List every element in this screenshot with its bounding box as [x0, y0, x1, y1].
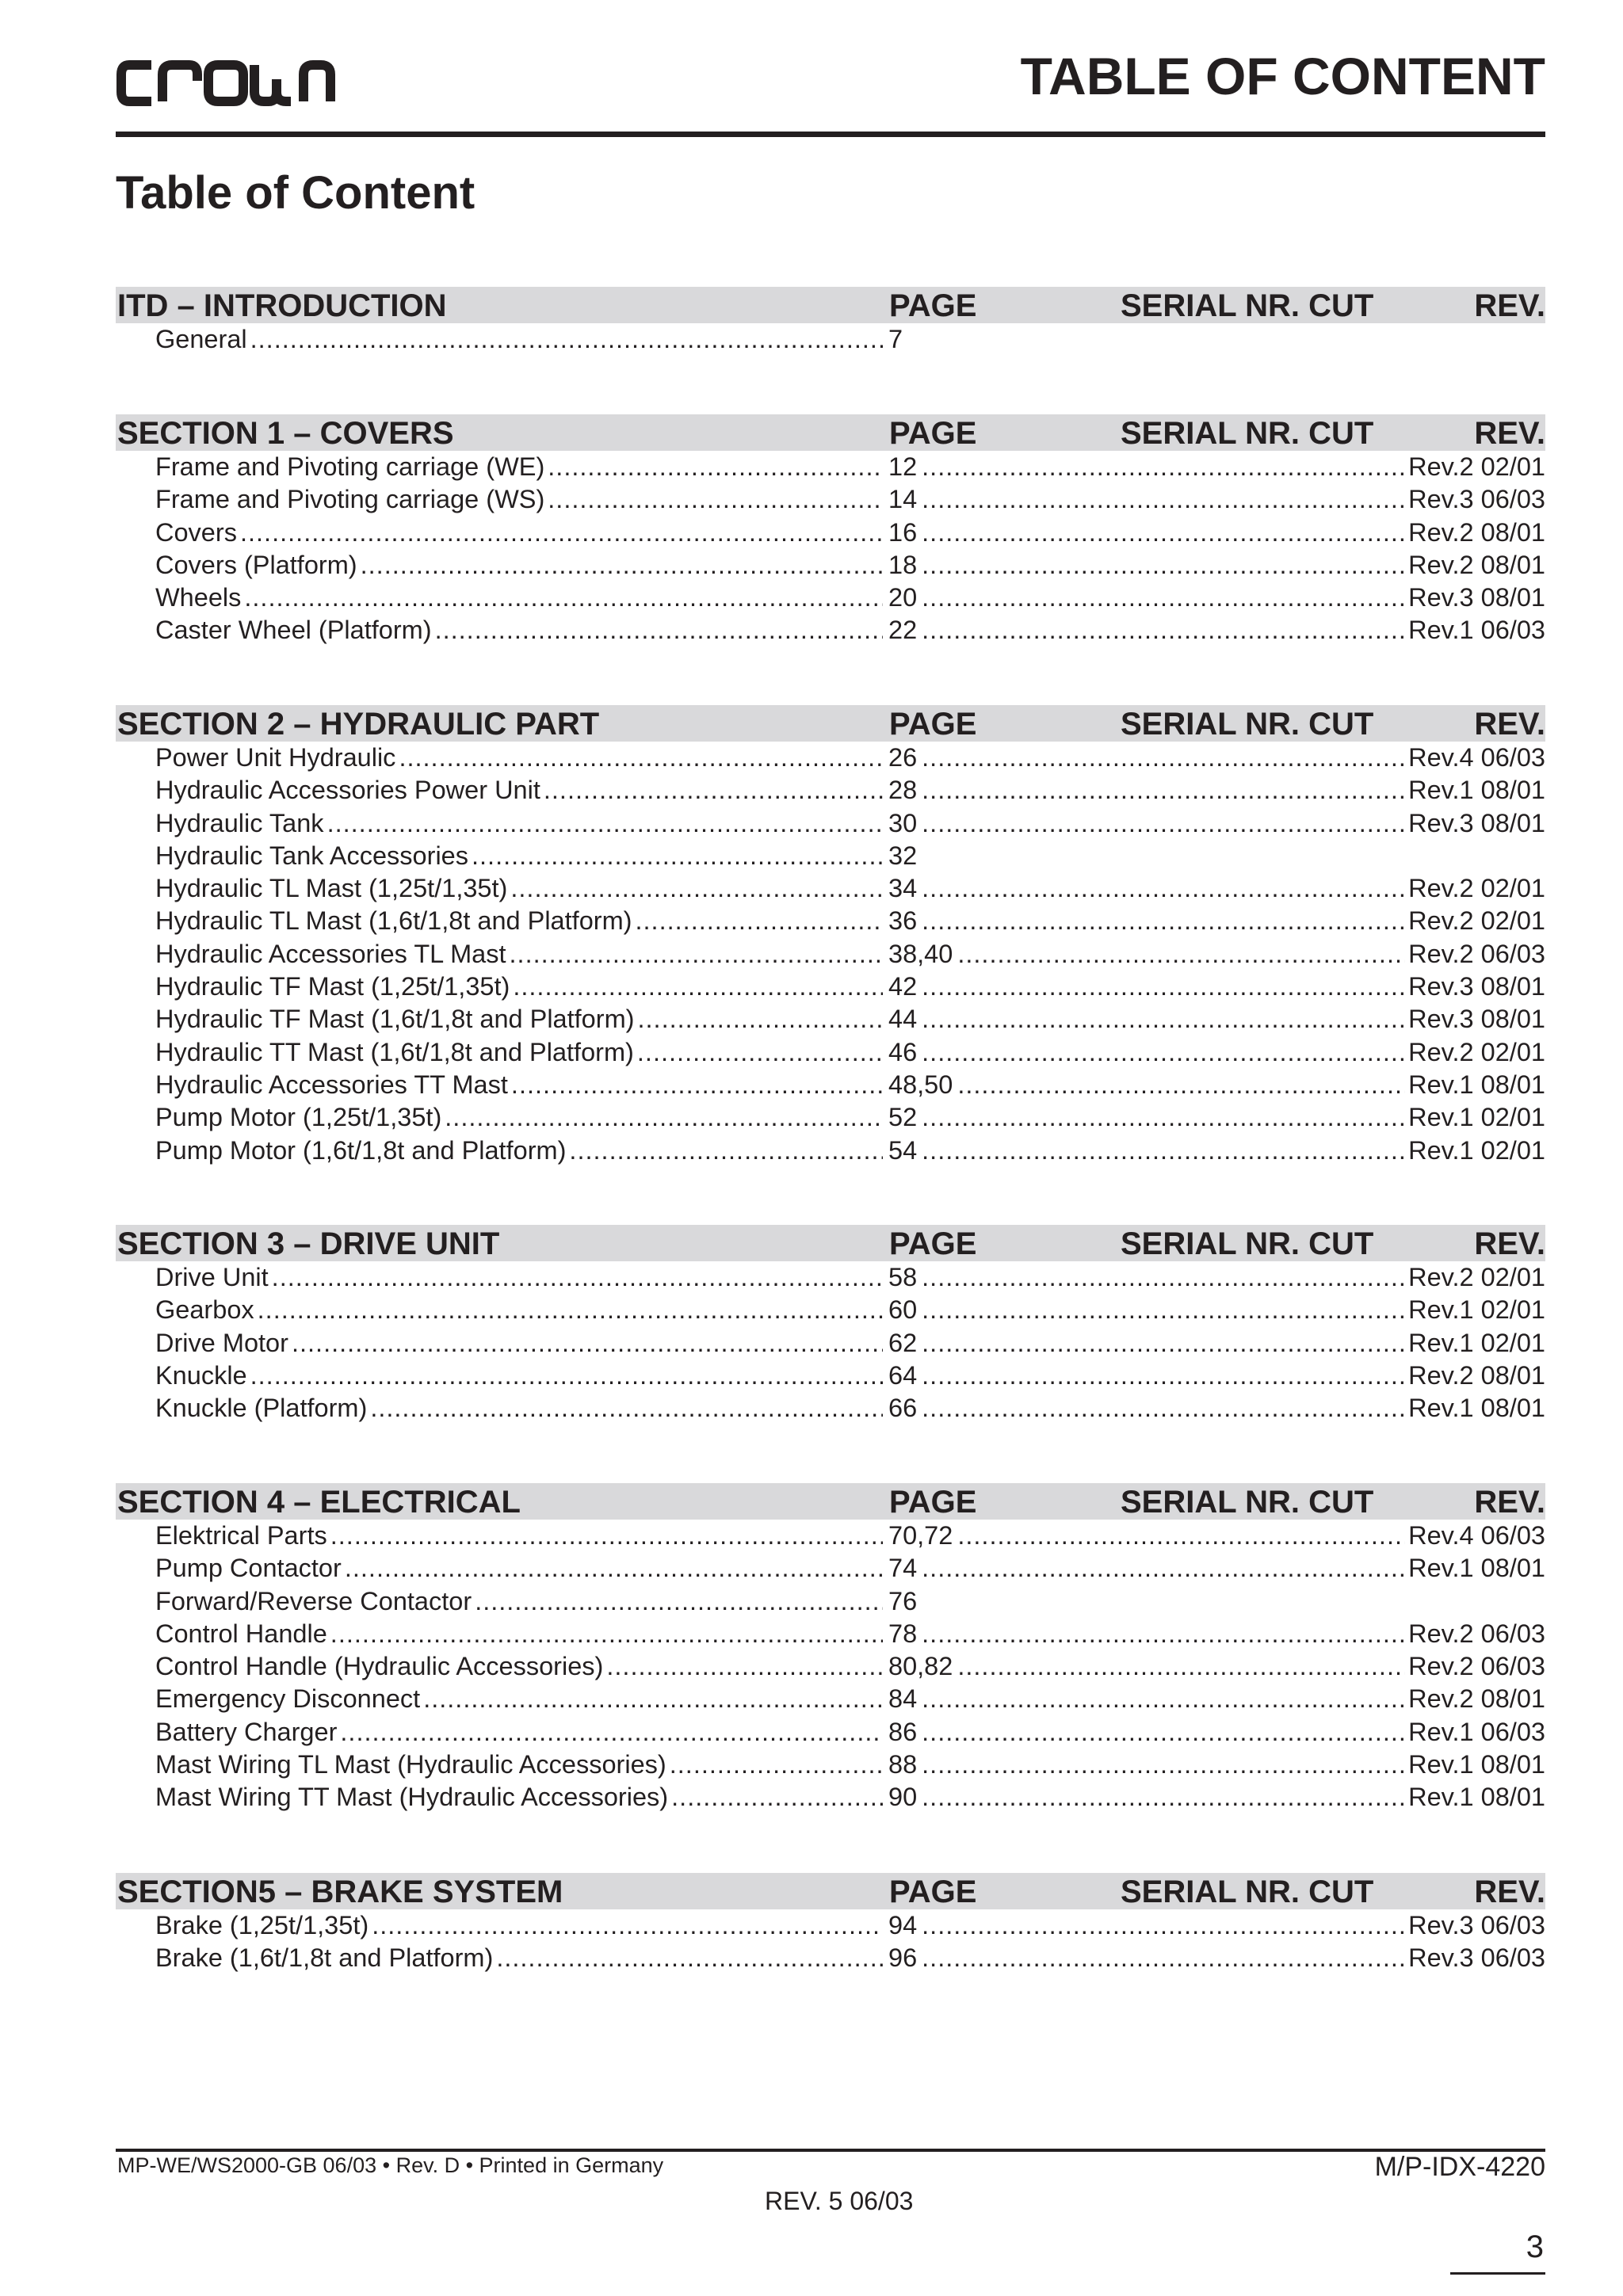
dot-leader: [250, 1360, 883, 1392]
dot-leader: [258, 1294, 883, 1326]
dot-leader: [922, 1101, 1405, 1134]
column-rev-label: REV.: [1474, 1485, 1545, 1520]
page-number: 3: [1526, 2229, 1544, 2264]
section-title: SECTION5 – BRAKE SYSTEM: [117, 1875, 563, 1909]
entry-revision: Rev.1 08/01: [1408, 1783, 1545, 1812]
section-header: [116, 287, 1545, 323]
dot-leader: [922, 1781, 1405, 1814]
entry-page-number: 78: [888, 1619, 918, 1648]
entry-title: Knuckle: [155, 1360, 247, 1390]
section-title: SECTION 4 – ELECTRICAL: [117, 1485, 521, 1520]
entry-page-number: 20: [888, 583, 918, 612]
toc-entry[interactable]: [116, 483, 1545, 516]
dot-leader: [475, 1585, 883, 1618]
entry-title: Frame and Pivoting carriage (WS): [155, 485, 545, 514]
dot-leader: [922, 872, 1405, 905]
entry-revision: Rev.3 08/01: [1408, 972, 1545, 1001]
entry-page-number: 88: [888, 1750, 918, 1779]
toc-entry[interactable]: [116, 1552, 1545, 1585]
dot-leader: [510, 938, 883, 971]
entry-revision: Rev.2 06/03: [1408, 1652, 1545, 1681]
dot-leader: [922, 1135, 1405, 1167]
page-title: Table of Content: [116, 167, 475, 219]
section-header: [116, 1873, 1545, 1909]
entry-revision: Rev.2 02/01: [1408, 452, 1545, 481]
entry-page-number: 60: [888, 1295, 918, 1325]
dot-leader: [606, 1650, 883, 1683]
entry-revision: Rev.2 02/01: [1408, 1263, 1545, 1291]
entry-title: Mast Wiring TT Mast (Hydraulic Accessories): [155, 1783, 669, 1812]
entry-page-number: 32: [888, 841, 918, 870]
toc-entry[interactable]: [116, 938, 1545, 971]
entry-title: Mast Wiring TL Mast (Hydraulic Accessories): [155, 1750, 666, 1779]
entry-title: Knuckle (Platform): [155, 1394, 368, 1423]
entry-title: Pump Motor (1,25t/1,35t): [155, 1103, 442, 1132]
dot-leader: [250, 323, 883, 356]
entry-title: Hydraulic TF Mast (1,6t/1,8t and Platform): [155, 1005, 635, 1034]
toc-entry[interactable]: [116, 614, 1545, 646]
dot-leader: [637, 1036, 883, 1069]
entry-page-number: 16: [888, 517, 918, 547]
dot-leader: [511, 1069, 883, 1101]
entry-page-number: 34: [888, 874, 918, 903]
dot-leader: [292, 1327, 883, 1360]
toc-entry[interactable]: [116, 1520, 1545, 1552]
toc-entry[interactable]: [116, 1261, 1545, 1294]
entry-revision: Rev.1 08/01: [1408, 1070, 1545, 1099]
entry-title: Elektrical Parts: [155, 1521, 327, 1550]
entry-title: Caster Wheel (Platform): [155, 616, 432, 645]
entry-title: Control Handle: [155, 1619, 327, 1648]
dot-leader: [922, 451, 1405, 483]
section-title: ITD – INTRODUCTION: [117, 288, 447, 323]
toc-entry[interactable]: [116, 807, 1545, 840]
entry-revision: Rev.1 02/01: [1408, 1103, 1545, 1132]
dot-leader: [330, 1618, 883, 1650]
toc-entry[interactable]: [116, 1585, 1545, 1618]
entry-revision: Rev.2 02/01: [1408, 906, 1545, 936]
dot-leader: [922, 1749, 1405, 1781]
dot-leader: [361, 549, 883, 582]
dot-leader: [272, 1261, 883, 1294]
dot-leader: [922, 1392, 1405, 1425]
header-divider: [116, 132, 1545, 137]
crown-logo: [115, 57, 337, 109]
footer-divider: [116, 2149, 1545, 2152]
dot-leader: [472, 840, 883, 872]
entry-page-number: 42: [888, 972, 918, 1001]
entry-title: Covers: [155, 517, 237, 547]
toc-entry[interactable]: [116, 549, 1545, 582]
entry-page-number: 64: [888, 1360, 918, 1390]
column-rev-label: REV.: [1474, 416, 1545, 451]
toc-entry[interactable]: [116, 971, 1545, 1003]
entry-title: Hydraulic TL Mast (1,6t/1,8t and Platform): [155, 906, 632, 936]
dot-leader: [372, 1909, 883, 1942]
entry-revision: Rev.2 06/03: [1408, 939, 1545, 968]
entry-page-number: 22: [888, 616, 918, 645]
dot-leader: [423, 1683, 883, 1715]
entry-revision: Rev.1 02/01: [1408, 1295, 1545, 1325]
toc-entry[interactable]: [116, 323, 1545, 356]
dot-leader: [922, 483, 1405, 516]
entry-page-number: 28: [888, 776, 918, 805]
entry-revision: Rev.3 06/03: [1408, 1943, 1545, 1973]
entry-revision: Rev.2 02/01: [1408, 874, 1545, 903]
toc-entry[interactable]: [116, 774, 1545, 807]
dot-leader: [330, 1520, 883, 1552]
entry-revision: Rev.2 06/03: [1408, 1619, 1545, 1648]
section-header: [116, 1483, 1545, 1520]
entry-page-number: 26: [888, 743, 918, 772]
entry-page-number: 7: [888, 325, 903, 353]
entry-revision: Rev.3 06/03: [1408, 485, 1545, 514]
dot-leader: [957, 1520, 1405, 1552]
entry-page-number: 54: [888, 1135, 918, 1165]
toc-entry[interactable]: [116, 1683, 1545, 1715]
entry-page-number: 80,82: [888, 1652, 953, 1681]
toc-entry[interactable]: [116, 1101, 1545, 1134]
toc-entry[interactable]: [116, 1294, 1545, 1326]
entry-revision: Rev.2 08/01: [1408, 550, 1545, 579]
column-page-label: PAGE: [889, 1875, 977, 1909]
column-page-label: PAGE: [889, 1485, 977, 1520]
dot-leader: [957, 1069, 1405, 1101]
toc-section: [116, 414, 1545, 647]
section-title: SECTION 1 – COVERS: [117, 416, 454, 451]
entry-page-number: 18: [888, 550, 918, 579]
toc-entry[interactable]: [116, 1327, 1545, 1360]
dot-leader: [240, 517, 883, 549]
column-serial-label: SERIAL NR. CUT: [1121, 416, 1374, 451]
entry-revision: Rev.3 06/03: [1408, 1911, 1545, 1939]
entry-revision: Rev.1 08/01: [1408, 1394, 1545, 1423]
entry-page-number: 46: [888, 1037, 918, 1066]
dot-leader: [922, 1683, 1405, 1715]
dot-leader: [922, 971, 1405, 1003]
entry-page-number: 90: [888, 1783, 918, 1812]
dot-leader: [510, 872, 883, 905]
toc-section: [116, 705, 1545, 1167]
entry-page-number: 58: [888, 1263, 918, 1291]
entry-revision: Rev.2 02/01: [1408, 1037, 1545, 1066]
section-header: [116, 414, 1545, 451]
entry-title: Brake (1,6t/1,8t and Platform): [155, 1943, 494, 1973]
dot-leader: [670, 1749, 883, 1781]
entry-page-number: 36: [888, 906, 918, 936]
dot-leader: [922, 1036, 1405, 1069]
entry-page-number: 44: [888, 1005, 918, 1034]
toc-entry[interactable]: [116, 451, 1545, 483]
column-rev-label: REV.: [1474, 1226, 1545, 1261]
entry-revision: Rev.1 08/01: [1408, 776, 1545, 805]
entry-revision: Rev.2 08/01: [1408, 1360, 1545, 1390]
column-serial-label: SERIAL NR. CUT: [1121, 707, 1374, 742]
dot-leader: [922, 1261, 1405, 1294]
entry-title: Hydraulic Accessories TL Mast: [155, 939, 506, 968]
toc-entry[interactable]: [116, 1942, 1545, 1974]
dot-leader: [922, 774, 1405, 807]
column-page-label: PAGE: [889, 288, 977, 323]
entry-page-number: 76: [888, 1586, 918, 1615]
column-page-label: PAGE: [889, 707, 977, 742]
entry-revision: Rev.2 08/01: [1408, 517, 1545, 547]
entry-page-number: 96: [888, 1943, 918, 1973]
column-serial-label: SERIAL NR. CUT: [1121, 1875, 1374, 1909]
dot-leader: [922, 582, 1405, 614]
dot-leader: [922, 1909, 1405, 1942]
toc-entry[interactable]: [116, 517, 1545, 549]
entry-revision: Rev.3 08/01: [1408, 1005, 1545, 1034]
entry-title: Control Handle (Hydraulic Accessories): [155, 1652, 604, 1681]
entry-title: Pump Contactor: [155, 1554, 342, 1583]
entry-title: General: [155, 325, 247, 353]
toc-entry[interactable]: [116, 1909, 1545, 1942]
entry-title: Emergency Disconnect: [155, 1684, 421, 1714]
dot-leader: [922, 1360, 1405, 1392]
dot-leader: [548, 451, 883, 483]
entry-title: Hydraulic TT Mast (1,6t/1,8t and Platform): [155, 1037, 634, 1066]
entry-title: Wheels: [155, 583, 242, 612]
entry-page-number: 94: [888, 1911, 918, 1939]
column-rev-label: REV.: [1474, 707, 1545, 742]
header-title: TABLE OF CONTENT: [1020, 47, 1545, 105]
column-serial-label: SERIAL NR. CUT: [1121, 288, 1374, 323]
dot-leader: [548, 483, 883, 516]
entry-revision: Rev.4 06/03: [1408, 1521, 1545, 1550]
entry-page-number: 62: [888, 1328, 918, 1357]
toc-section: [116, 1225, 1545, 1425]
entry-revision: Rev.1 08/01: [1408, 1554, 1545, 1583]
dot-leader: [370, 1392, 883, 1425]
section-title: SECTION 2 – HYDRAULIC PART: [117, 707, 600, 742]
column-page-label: PAGE: [889, 1226, 977, 1261]
entry-revision: Rev.1 02/01: [1408, 1135, 1545, 1165]
entry-title: Hydraulic Accessories Power Unit: [155, 776, 540, 805]
dot-leader: [957, 938, 1405, 971]
dot-leader: [435, 614, 883, 646]
entry-page-number: 70,72: [888, 1521, 953, 1550]
toc-entry[interactable]: [116, 1003, 1545, 1035]
entry-title: Frame and Pivoting carriage (WE): [155, 452, 545, 481]
entry-title: Gearbox: [155, 1295, 254, 1325]
dot-leader: [922, 1294, 1405, 1326]
entry-revision: Rev.1 06/03: [1408, 1717, 1545, 1746]
toc-section: [116, 287, 1545, 356]
entry-page-number: 74: [888, 1554, 918, 1583]
entry-title: Hydraulic TL Mast (1,25t/1,35t): [155, 874, 508, 903]
dot-leader: [496, 1942, 883, 1974]
entry-title: Covers (Platform): [155, 550, 357, 579]
dot-leader: [922, 1716, 1405, 1749]
entry-revision: Rev.2 08/01: [1408, 1684, 1545, 1714]
toc-entry[interactable]: [116, 1069, 1545, 1101]
entry-revision: Rev.3 08/01: [1408, 583, 1545, 612]
toc-entry[interactable]: [116, 1716, 1545, 1749]
entry-revision: Rev.3 08/01: [1408, 808, 1545, 837]
entry-title: Battery Charger: [155, 1717, 338, 1746]
entry-revision: Rev.4 06/03: [1408, 743, 1545, 772]
entry-page-number: 14: [888, 485, 918, 514]
entry-title: Pump Motor (1,6t/1,8t and Platform): [155, 1135, 567, 1165]
toc-entry[interactable]: [116, 1392, 1545, 1425]
toc-entry[interactable]: [116, 742, 1545, 774]
section-header: [116, 705, 1545, 742]
section-title: SECTION 3 – DRIVE UNIT: [117, 1226, 500, 1261]
dot-leader: [922, 1003, 1405, 1035]
footer-document-info: MP-WE/WS2000-GB 06/03 • Rev. D • Printed in Germany: [117, 2153, 664, 2177]
dot-leader: [244, 582, 883, 614]
toc-entry[interactable]: [116, 1749, 1545, 1781]
toc-entry[interactable]: [116, 1135, 1545, 1167]
dot-leader: [340, 1716, 883, 1749]
toc-entry[interactable]: [116, 840, 1545, 872]
toc-entry[interactable]: [116, 1036, 1545, 1069]
dot-leader: [513, 971, 883, 1003]
dot-leader: [637, 1003, 883, 1035]
entry-title: Hydraulic TF Mast (1,25t/1,35t): [155, 972, 510, 1001]
dot-leader: [445, 1101, 883, 1134]
dot-leader: [922, 1618, 1405, 1650]
dot-leader: [922, 1327, 1405, 1360]
section-header: [116, 1225, 1545, 1261]
toc-entry[interactable]: [116, 582, 1545, 614]
toc-section: [116, 1483, 1545, 1814]
dot-leader: [922, 1942, 1405, 1974]
dot-leader: [922, 1552, 1405, 1585]
entry-title: Drive Motor: [155, 1328, 288, 1357]
entry-title: Forward/Reverse Contactor: [155, 1586, 472, 1615]
toc-entry[interactable]: [116, 1360, 1545, 1392]
entry-title: Brake (1,25t/1,35t): [155, 1911, 369, 1939]
toc-entry[interactable]: [116, 1650, 1545, 1683]
dot-leader: [922, 807, 1405, 840]
dot-leader: [327, 807, 883, 840]
entry-page-number: 86: [888, 1717, 918, 1746]
entry-page-number: 66: [888, 1394, 918, 1423]
toc-entry[interactable]: [116, 1781, 1545, 1814]
dot-leader: [544, 774, 883, 807]
dot-leader: [399, 742, 883, 774]
column-page-label: PAGE: [889, 416, 977, 451]
column-serial-label: SERIAL NR. CUT: [1121, 1485, 1374, 1520]
dot-leader: [922, 905, 1405, 937]
toc-entry[interactable]: [116, 1618, 1545, 1650]
column-rev-label: REV.: [1474, 1875, 1545, 1909]
entry-title: Hydraulic Tank: [155, 808, 324, 837]
dot-leader: [922, 549, 1405, 582]
dot-leader: [569, 1135, 883, 1167]
dot-leader: [922, 517, 1405, 549]
entry-title: Hydraulic Tank Accessories: [155, 841, 468, 870]
entry-page-number: 38,40: [888, 939, 953, 968]
toc-entry[interactable]: [116, 905, 1545, 937]
entry-revision: Rev.1 08/01: [1408, 1750, 1545, 1779]
entry-revision: Rev.1 06/03: [1408, 616, 1545, 645]
dot-leader: [922, 742, 1405, 774]
entry-revision: Rev.1 02/01: [1408, 1328, 1545, 1357]
dot-leader: [636, 905, 884, 937]
page-number-underline: [1450, 2272, 1545, 2275]
dot-leader: [671, 1781, 883, 1814]
dot-leader: [345, 1552, 883, 1585]
entry-page-number: 12: [888, 452, 918, 481]
entry-page-number: 84: [888, 1684, 918, 1714]
entry-title: Power Unit Hydraulic: [155, 743, 396, 772]
toc-section: [116, 1873, 1545, 1975]
entry-title: Drive Unit: [155, 1263, 269, 1291]
footer-revision: REV. 5 06/03: [765, 2187, 914, 2215]
footer-document-code: M/P-IDX-4220: [1374, 2152, 1545, 2182]
dot-leader: [957, 1650, 1405, 1683]
dot-leader: [922, 614, 1405, 646]
column-rev-label: REV.: [1474, 288, 1545, 323]
entry-page-number: 52: [888, 1103, 918, 1132]
entry-title: Hydraulic Accessories TT Mast: [155, 1070, 508, 1099]
entry-page-number: 30: [888, 808, 918, 837]
column-serial-label: SERIAL NR. CUT: [1121, 1226, 1374, 1261]
toc-entry[interactable]: [116, 872, 1545, 905]
entry-page-number: 48,50: [888, 1070, 953, 1099]
